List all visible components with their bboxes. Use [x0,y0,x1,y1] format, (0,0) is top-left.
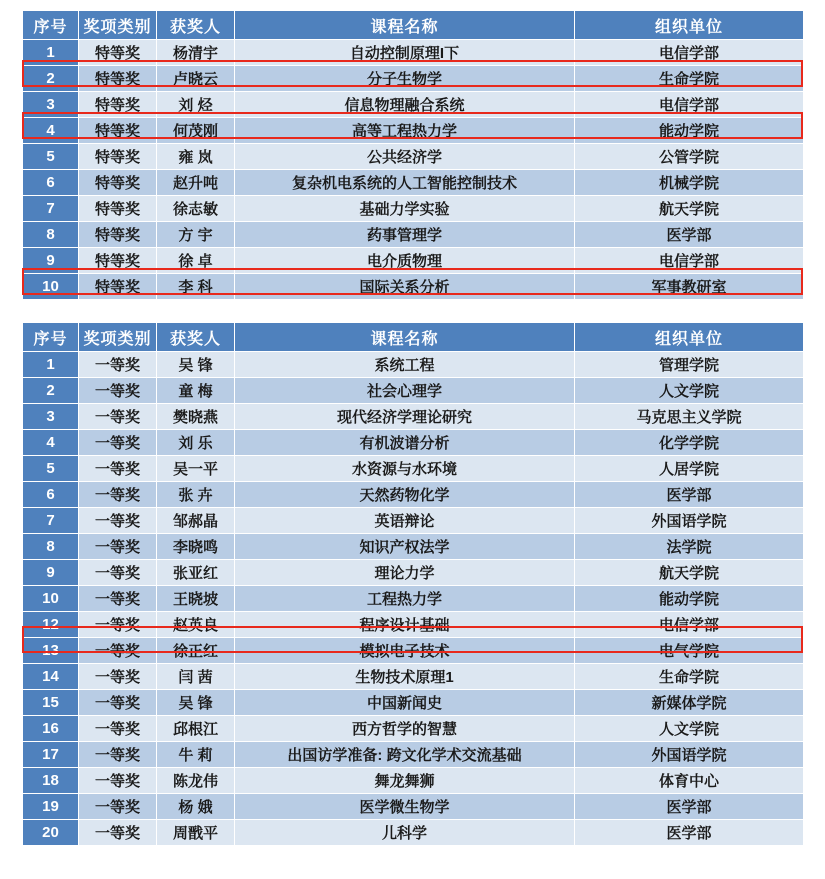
table-row [23,638,804,664]
cell-winner: 张 卉 [157,482,235,508]
cell-org: 马克思主义学院 [575,404,804,430]
cell-award: 一等奖 [79,820,157,846]
table-row [23,196,804,222]
cell-award: 特等奖 [79,170,157,196]
table-header-row [23,11,804,40]
cell-course: 现代经济学理论研究 [235,404,575,430]
cell-winner: 吴一平 [157,456,235,482]
cell-course: 知识产权法学 [235,534,575,560]
cell-winner: 徐志敏 [157,196,235,222]
cell-course: 高等工程热力学 [235,118,575,144]
cell-winner: 卢晓云 [157,66,235,92]
cell-course: 模拟电子技术 [235,638,575,664]
first-prize-rows [23,352,804,846]
cell-org: 新媒体学院 [575,690,804,716]
cell-index: 1 [23,352,79,378]
cell-winner: 杨清宇 [157,40,235,66]
cell-course: 水资源与水环境 [235,456,575,482]
cell-course: 公共经济学 [235,144,575,170]
cell-org: 法学院 [575,534,804,560]
table-row [23,274,804,300]
cell-index: 3 [23,92,79,118]
cell-course: 儿科学 [235,820,575,846]
cell-org: 医学部 [575,222,804,248]
cell-winner: 赵升吨 [157,170,235,196]
cell-award: 特等奖 [79,144,157,170]
table-row [23,690,804,716]
column-header-org: 组织单位 [575,323,804,352]
table-row [23,482,804,508]
cell-winner: 徐正红 [157,638,235,664]
cell-index: 20 [23,820,79,846]
cell-winner: 陈龙伟 [157,768,235,794]
cell-index: 7 [23,196,79,222]
cell-org: 公管学院 [575,144,804,170]
table-row [23,404,804,430]
table-row [23,456,804,482]
table-row [23,664,804,690]
cell-winner: 刘 乐 [157,430,235,456]
cell-org: 医学部 [575,482,804,508]
cell-index: 13 [23,638,79,664]
cell-winner: 杨 娥 [157,794,235,820]
column-header-org: 组织单位 [575,11,804,40]
cell-course: 国际关系分析 [235,274,575,300]
cell-award: 一等奖 [79,638,157,664]
cell-award: 一等奖 [79,456,157,482]
cell-course: 天然药物化学 [235,482,575,508]
cell-course: 系统工程 [235,352,575,378]
cell-index: 18 [23,768,79,794]
cell-award: 一等奖 [79,482,157,508]
table-row [23,144,804,170]
column-header-course: 课程名称 [235,323,575,352]
cell-index: 4 [23,430,79,456]
table-row [23,768,804,794]
cell-winner: 牛 莉 [157,742,235,768]
cell-index: 5 [23,144,79,170]
special-prize-rows [23,40,804,300]
cell-index: 10 [23,586,79,612]
cell-index: 19 [23,794,79,820]
column-header-winner: 获奖人 [157,11,235,40]
cell-course: 英语辩论 [235,508,575,534]
cell-index: 9 [23,560,79,586]
special-prize-table [22,10,804,300]
cell-index: 14 [23,664,79,690]
cell-org: 体育中心 [575,768,804,794]
cell-award: 一等奖 [79,716,157,742]
cell-index: 10 [23,274,79,300]
column-header-winner: 获奖人 [157,323,235,352]
cell-org: 管理学院 [575,352,804,378]
column-header-index: 序号 [23,11,79,40]
cell-course: 复杂机电系统的人工智能控制技术 [235,170,575,196]
cell-org: 外国语学院 [575,508,804,534]
cell-course: 药事管理学 [235,222,575,248]
cell-index: 2 [23,378,79,404]
cell-award: 特等奖 [79,118,157,144]
cell-org: 外国语学院 [575,742,804,768]
cell-org: 电信学部 [575,92,804,118]
table-row [23,378,804,404]
cell-org: 人居学院 [575,456,804,482]
cell-index: 5 [23,456,79,482]
cell-award: 特等奖 [79,248,157,274]
cell-award: 一等奖 [79,690,157,716]
cell-org: 航天学院 [575,560,804,586]
cell-winner: 邹郝晶 [157,508,235,534]
cell-index: 12 [23,612,79,638]
cell-award: 一等奖 [79,768,157,794]
table-row [23,352,804,378]
cell-index: 7 [23,508,79,534]
cell-winner: 赵英良 [157,612,235,638]
table-row [23,586,804,612]
cell-winner: 李 科 [157,274,235,300]
cell-org: 人文学院 [575,716,804,742]
table-row [23,742,804,768]
cell-course: 基础力学实验 [235,196,575,222]
cell-course: 西方哲学的智慧 [235,716,575,742]
cell-index: 16 [23,716,79,742]
cell-index: 3 [23,404,79,430]
cell-course: 出国访学准备: 跨文化学术交流基础 [235,742,575,768]
cell-index: 6 [23,170,79,196]
cell-org: 电信学部 [575,40,804,66]
cell-org: 能动学院 [575,118,804,144]
table-row [23,508,804,534]
column-header-award: 奖项类别 [79,11,157,40]
cell-course: 理论力学 [235,560,575,586]
cell-index: 6 [23,482,79,508]
cell-award: 一等奖 [79,794,157,820]
cell-index: 1 [23,40,79,66]
cell-course: 医学微生物学 [235,794,575,820]
cell-org: 生命学院 [575,664,804,690]
table-row [23,248,804,274]
cell-index: 9 [23,248,79,274]
cell-winner: 徐 卓 [157,248,235,274]
table-row [23,716,804,742]
cell-winner: 何茂刚 [157,118,235,144]
cell-index: 8 [23,222,79,248]
table-gap [22,300,803,322]
cell-winner: 樊晓燕 [157,404,235,430]
table-row [23,118,804,144]
cell-course: 舞龙舞狮 [235,768,575,794]
cell-award: 一等奖 [79,664,157,690]
table-row [23,40,804,66]
cell-index: 15 [23,690,79,716]
cell-award: 一等奖 [79,378,157,404]
table-row [23,794,804,820]
cell-award: 特等奖 [79,92,157,118]
cell-course: 自动控制原理I下 [235,40,575,66]
cell-winner: 李晓鸣 [157,534,235,560]
cell-winner: 童 梅 [157,378,235,404]
column-header-index: 序号 [23,323,79,352]
first-prize-table [22,322,804,846]
cell-course: 电介质物理 [235,248,575,274]
cell-winner: 周戬平 [157,820,235,846]
cell-course: 中国新闻史 [235,690,575,716]
cell-award: 一等奖 [79,352,157,378]
cell-course: 信息物理融合系统 [235,92,575,118]
cell-award: 特等奖 [79,196,157,222]
cell-index: 4 [23,118,79,144]
cell-award: 一等奖 [79,560,157,586]
cell-course: 工程热力学 [235,586,575,612]
cell-winner: 刘 烃 [157,92,235,118]
cell-award: 一等奖 [79,586,157,612]
cell-org: 军事教研室 [575,274,804,300]
cell-course: 分子生物学 [235,66,575,92]
cell-org: 生命学院 [575,66,804,92]
table-row [23,612,804,638]
table-row [23,560,804,586]
cell-award: 一等奖 [79,508,157,534]
cell-winner: 雍 岚 [157,144,235,170]
table-row [23,222,804,248]
column-header-course: 课程名称 [235,11,575,40]
column-header-award: 奖项类别 [79,323,157,352]
table-row [23,92,804,118]
cell-award: 一等奖 [79,612,157,638]
cell-org: 电信学部 [575,612,804,638]
cell-winner: 邱根江 [157,716,235,742]
cell-org: 电气学院 [575,638,804,664]
cell-org: 人文学院 [575,378,804,404]
cell-course: 社会心理学 [235,378,575,404]
table-row [23,66,804,92]
cell-org: 化学学院 [575,430,804,456]
table-row [23,430,804,456]
cell-org: 机械学院 [575,170,804,196]
cell-award: 一等奖 [79,742,157,768]
cell-course: 程序设计基础 [235,612,575,638]
cell-award: 一等奖 [79,404,157,430]
cell-award: 特等奖 [79,66,157,92]
cell-org: 电信学部 [575,248,804,274]
cell-award: 一等奖 [79,430,157,456]
cell-index: 17 [23,742,79,768]
cell-winner: 闫 茜 [157,664,235,690]
cell-org: 航天学院 [575,196,804,222]
table-row [23,534,804,560]
cell-course: 有机波谱分析 [235,430,575,456]
table-header-row [23,323,804,352]
cell-award: 特等奖 [79,222,157,248]
cell-winner: 吴 锋 [157,352,235,378]
cell-award: 一等奖 [79,534,157,560]
cell-winner: 张亚红 [157,560,235,586]
table-row [23,170,804,196]
cell-course: 生物技术原理1 [235,664,575,690]
cell-org: 能动学院 [575,586,804,612]
cell-index: 2 [23,66,79,92]
cell-winner: 吴 锋 [157,690,235,716]
table-row [23,820,804,846]
cell-org: 医学部 [575,794,804,820]
cell-award: 特等奖 [79,274,157,300]
cell-index: 8 [23,534,79,560]
cell-award: 特等奖 [79,40,157,66]
cell-winner: 方 宇 [157,222,235,248]
cell-org: 医学部 [575,820,804,846]
cell-winner: 王晓坡 [157,586,235,612]
